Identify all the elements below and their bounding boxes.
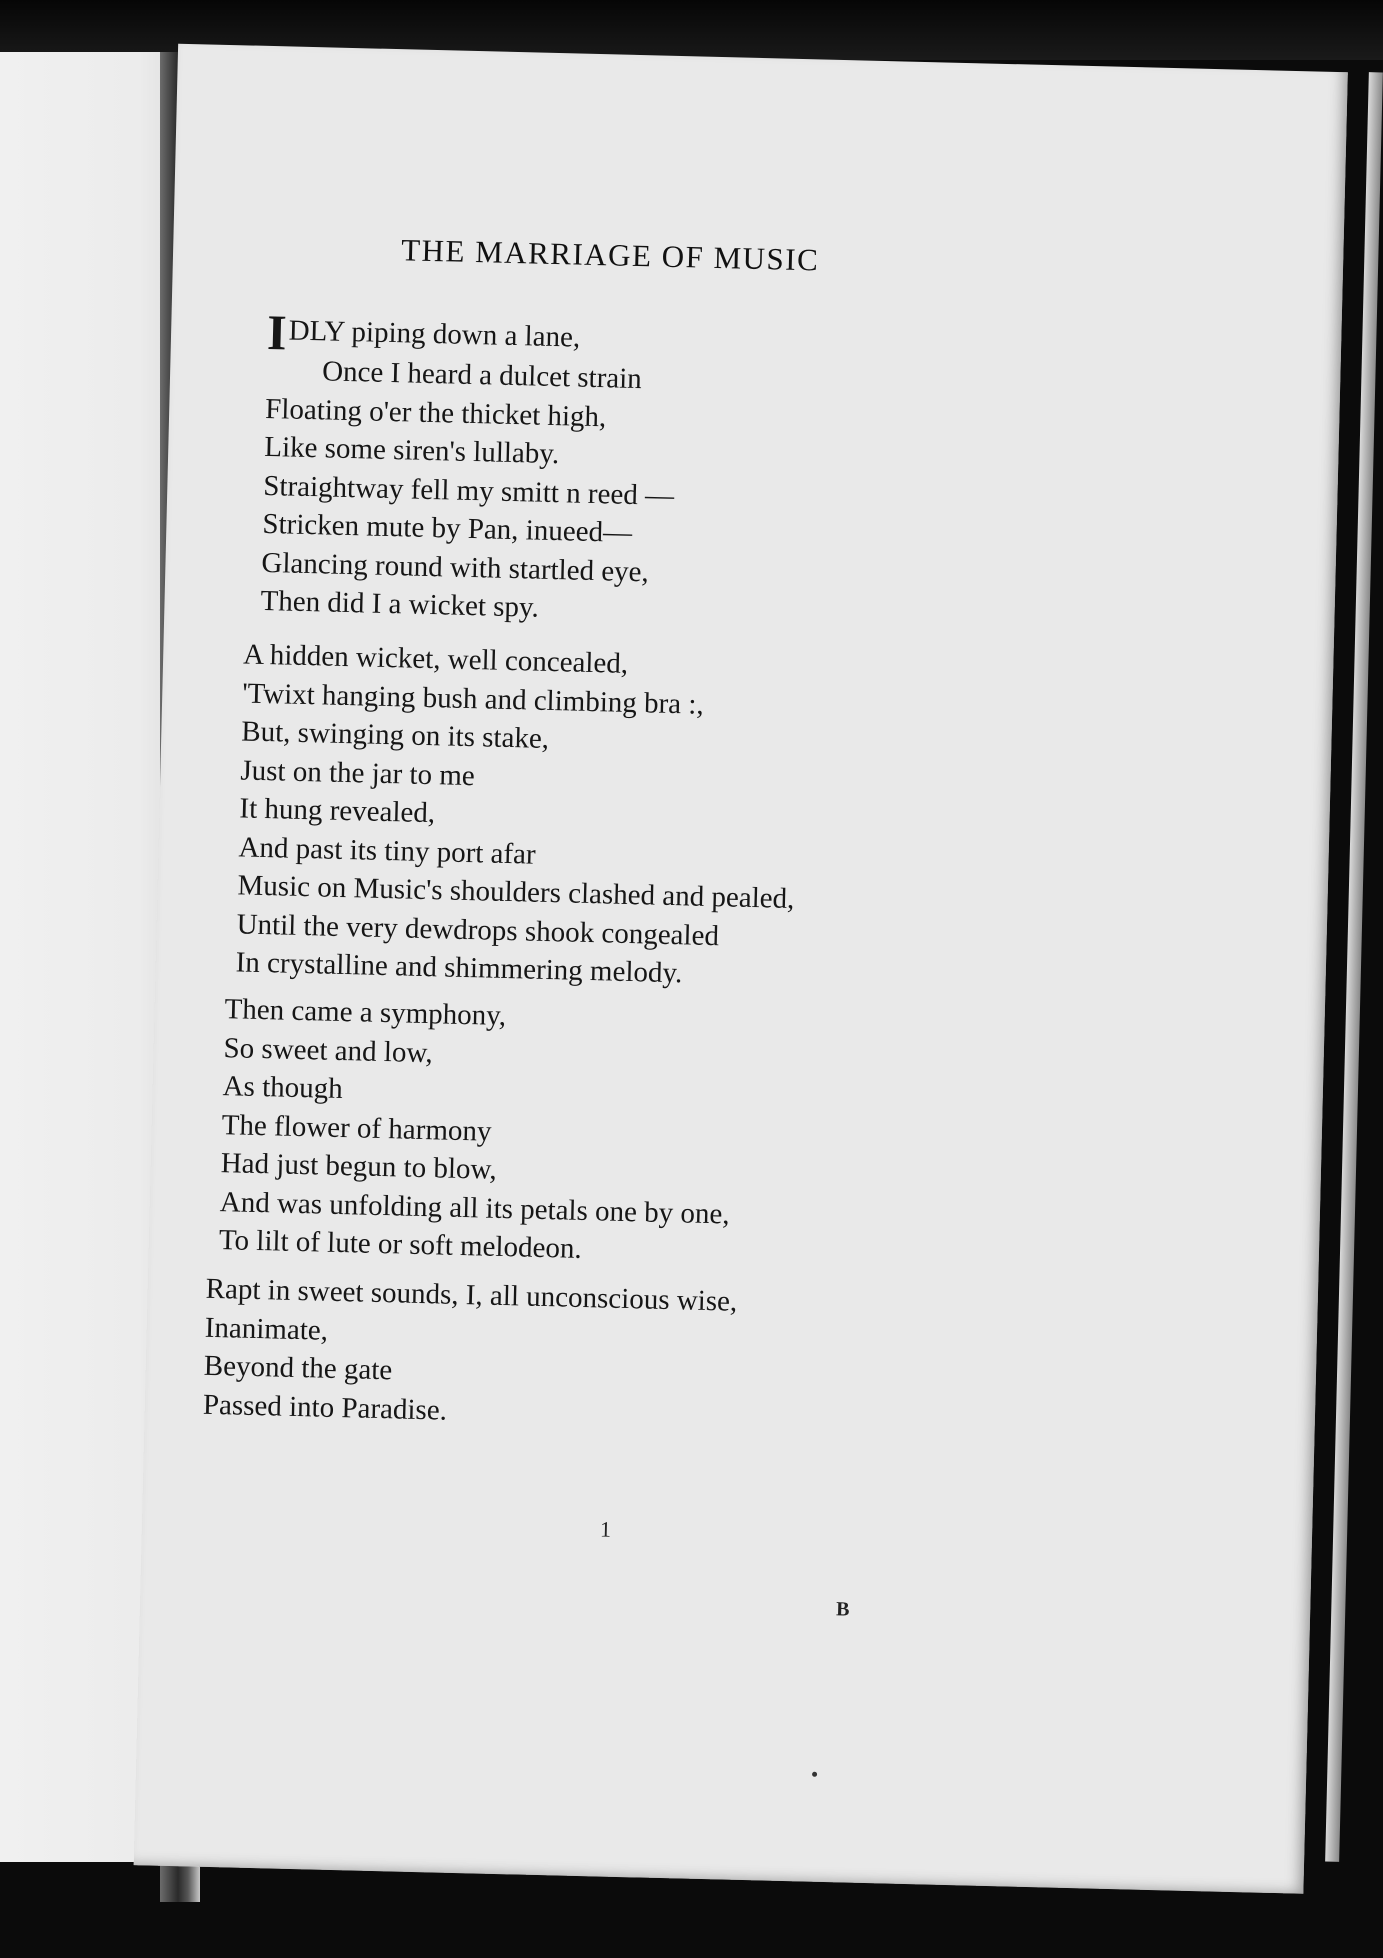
- poem-line: So sweet and low,: [223, 1031, 434, 1069]
- poem-line: Once I heard a dulcet strain: [321, 355, 643, 396]
- poem-line: In crystalline and shimmering melody.: [235, 946, 683, 990]
- poem-line: And was unfolding all its petals one by one,: [219, 1185, 730, 1231]
- poem-line: Then came a symphony,: [224, 993, 507, 1033]
- poem-line: Just on the jar to me: [240, 753, 476, 792]
- poem-line: Glancing round with startled eye,: [261, 546, 650, 588]
- poem-line: A hidden wicket, well concealed,: [242, 638, 629, 680]
- poem-line: 'Twixt hanging bush and climbing bra :,: [241, 676, 705, 721]
- poem-line: To lilt of lute or soft melodeon.: [218, 1224, 583, 1265]
- poem-line: Music on Music's shoulders clashed and pealed,: [237, 869, 795, 916]
- stanza: [235, 635, 800, 995]
- signature-mark: B: [835, 1598, 850, 1621]
- stanza: [202, 1270, 737, 1437]
- stanza: [260, 303, 678, 630]
- poem-line: Beyond the gate: [203, 1349, 393, 1387]
- stanza: [218, 990, 734, 1272]
- poem-line: Inanimate,: [204, 1311, 329, 1347]
- ink-speck: [812, 1772, 817, 1777]
- book-page: [134, 44, 1348, 1894]
- poem-line: As though: [222, 1070, 344, 1106]
- drop-cap: I: [266, 303, 288, 361]
- poem-line: Then did I a wicket spy.: [260, 584, 540, 624]
- poem-title: THE MARRIAGE OF MUSIC: [400, 232, 820, 278]
- poem-line: Until the very dewdrops shook congealed: [236, 907, 720, 952]
- poem-line: The flower of harmony: [221, 1108, 492, 1148]
- poem-line: It hung revealed,: [239, 792, 436, 830]
- poem-line: Passed into Paradise.: [202, 1388, 448, 1427]
- poem-line: Like some siren's lullaby.: [263, 430, 560, 471]
- page-number: 1: [599, 1516, 612, 1542]
- poem-line: But, swinging on its stake,: [240, 715, 550, 755]
- first-line-text: DLY piping down a lane,: [288, 314, 581, 354]
- poem-line: Had just begun to blow,: [220, 1147, 498, 1186]
- poem-line: Floating o'er the thicket high,: [264, 392, 607, 433]
- poem-line: And past its tiny port afar: [238, 830, 537, 871]
- poem-line: Rapt in sweet sounds, I, all unconscious wise,: [205, 1272, 738, 1318]
- poem-line: Straightway fell my smitt n reed —: [263, 469, 675, 512]
- poem-line: Stricken mute by Pan, inueed—: [262, 507, 633, 549]
